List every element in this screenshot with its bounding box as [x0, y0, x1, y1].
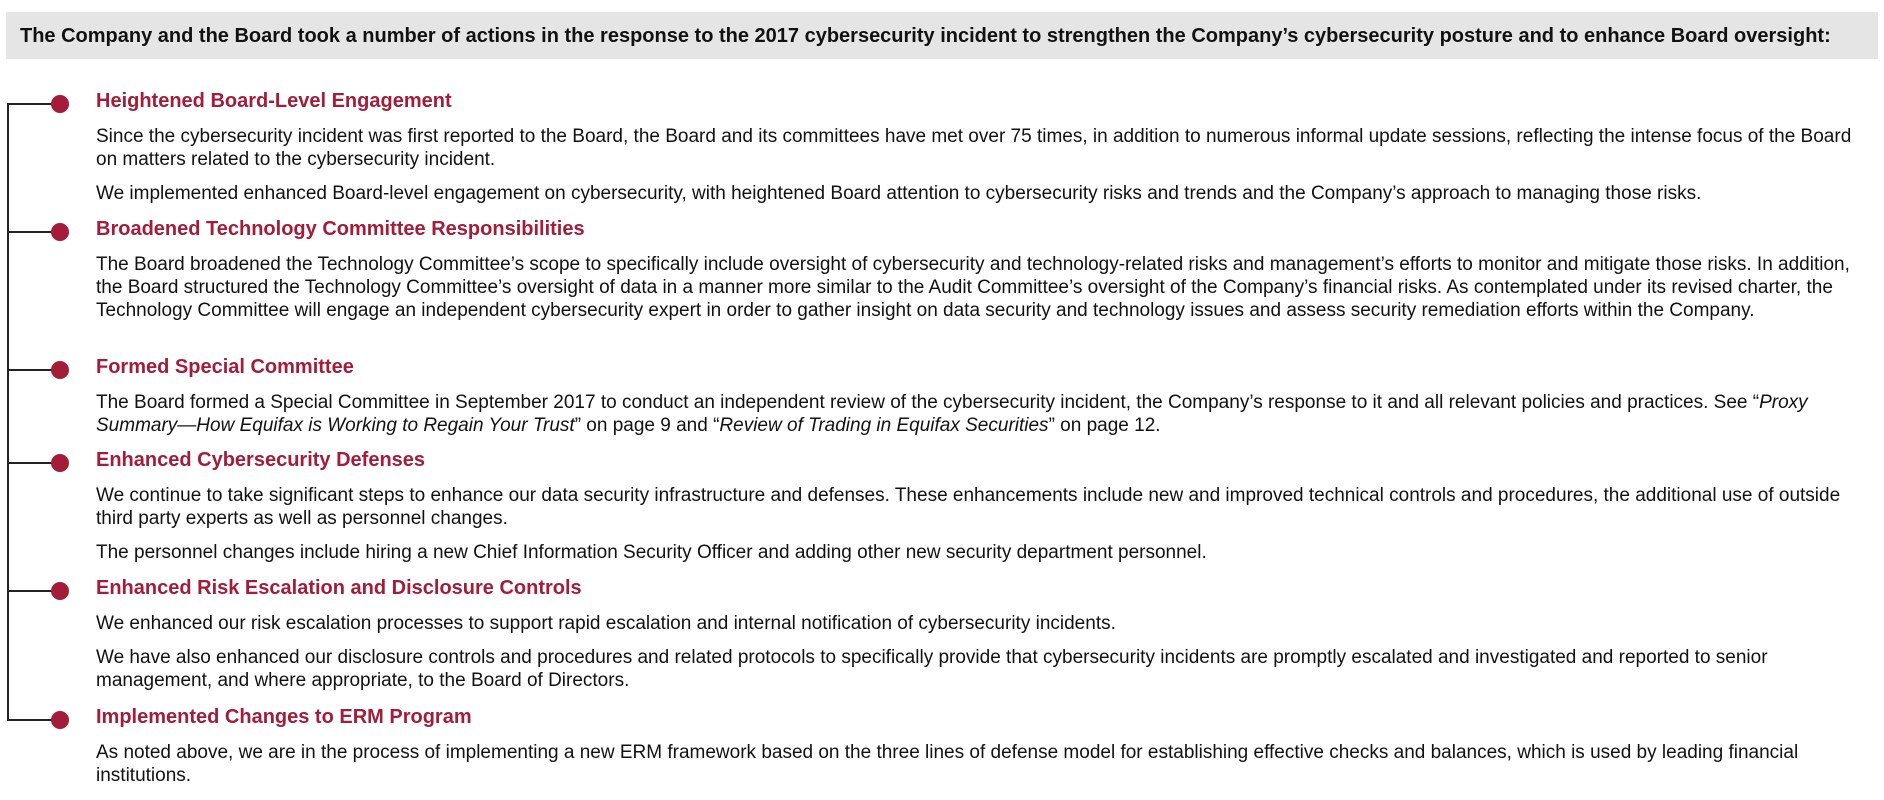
timeline-connector [7, 369, 53, 371]
section-paragraph: We implemented enhanced Board-level engagement on cybersecurity, with heightened Board attention to cybersecurity risks and trends and the Company’s approach to managing those risks. [96, 183, 1702, 204]
section-paragraph: Since the cybersecurity incident was first reported to the Board, the Board and its committees have met over 75 times, in addition to numerous informal update sessions, reflecting the intense focus of the Board on matters related to the cybersecurity incident. [96, 126, 1852, 170]
section-paragraph: As noted above, we are in the process of implementing a new ERM framework based on the three lines of defense model for establishing effective checks and balances, which is used by leading financial institutions. [96, 742, 1799, 786]
section-paragraph [96, 391, 1876, 437]
timeline-bullet-icon [51, 454, 69, 472]
timeline-bullet-icon [51, 582, 69, 600]
timeline-bullet-icon [51, 361, 69, 379]
section-title: Formed Special Committee [96, 356, 354, 378]
section-title: Implemented Changes to ERM Program [96, 706, 472, 728]
section-paragraph: We have also enhanced our disclosure controls and procedures and related protocols to specifically provide that cybersecurity incidents are promptly escalated and investigated and reported to senior management, and where appropriate, to the Board of Directors. [96, 647, 1768, 691]
timeline-bullet-icon [51, 223, 69, 241]
timeline-connector [7, 231, 53, 233]
section-board-engagement [96, 89, 1876, 216]
timeline-connector [7, 462, 53, 464]
timeline-vertical-line [7, 103, 9, 721]
paragraph-text: ” on page 9 and “ [574, 415, 720, 436]
section-title: Enhanced Cybersecurity Defenses [96, 449, 426, 471]
intro-banner: The Company and the Board took a number of actions in the response to the 2017 cybersecurity incident to strengthen the Company’s cybersecurity posture and to enhance Board oversight: [6, 12, 1878, 59]
proxy-summary-reference: Proxy Summary—How Equifax is Working to Regain Your Trust [96, 392, 1808, 436]
timeline-connector [7, 590, 53, 592]
timeline-connector [7, 719, 53, 721]
section-title: Heightened Board-Level Engagement [96, 90, 452, 112]
section-title: Enhanced Risk Escalation and Disclosure Controls [96, 577, 582, 599]
timeline-bullet-icon [51, 95, 69, 113]
section-erm-program [96, 705, 1876, 798]
timeline-connector [7, 103, 53, 105]
section-title: Broadened Technology Committee Responsibilities [96, 218, 585, 240]
section-paragraph: We enhanced our risk escalation processes to support rapid escalation and internal notification of cybersecurity incidents. [96, 613, 1116, 634]
paragraph-text: The Board formed a Special Committee in September 2017 to conduct an independent review of the cybersecurity incident, the Company’s response to it and all relevant policies and practices. See “ [96, 392, 1760, 413]
section-technology-committee [96, 217, 1876, 333]
section-paragraph: The personnel changes include hiring a new Chief Information Security Officer and adding other new security department personnel. [96, 542, 1207, 563]
section-risk-escalation [96, 576, 1876, 703]
section-cybersecurity-defenses [96, 448, 1876, 575]
trading-review-reference: Review of Trading in Equifax Securities [719, 415, 1049, 436]
timeline-bullet-icon [51, 711, 69, 729]
section-paragraph: We continue to take significant steps to enhance our data security infrastructure and defenses. These enhancements include new and improved technical controls and procedures, the additional use of outside third party experts as well as personnel changes. [96, 485, 1841, 529]
section-paragraph: The Board broadened the Technology Committee’s scope to specifically include oversight of cybersecurity and technology-related risks and management’s efforts to monitor and mitigate those risks. In addition, the Board structured the Technology Committee’s oversight of data in a manner more similar to the Audit Committee’s oversight of the Company’s financial risks. As contemplated under its revised charter, the Technology Committee will engage an independent cybersecurity expert in order to gather insight on data security and technology issues and assess security remediation efforts within the Company. [96, 254, 1850, 321]
paragraph-text: ” on page 12. [1048, 415, 1161, 436]
section-special-committee [96, 355, 1876, 448]
